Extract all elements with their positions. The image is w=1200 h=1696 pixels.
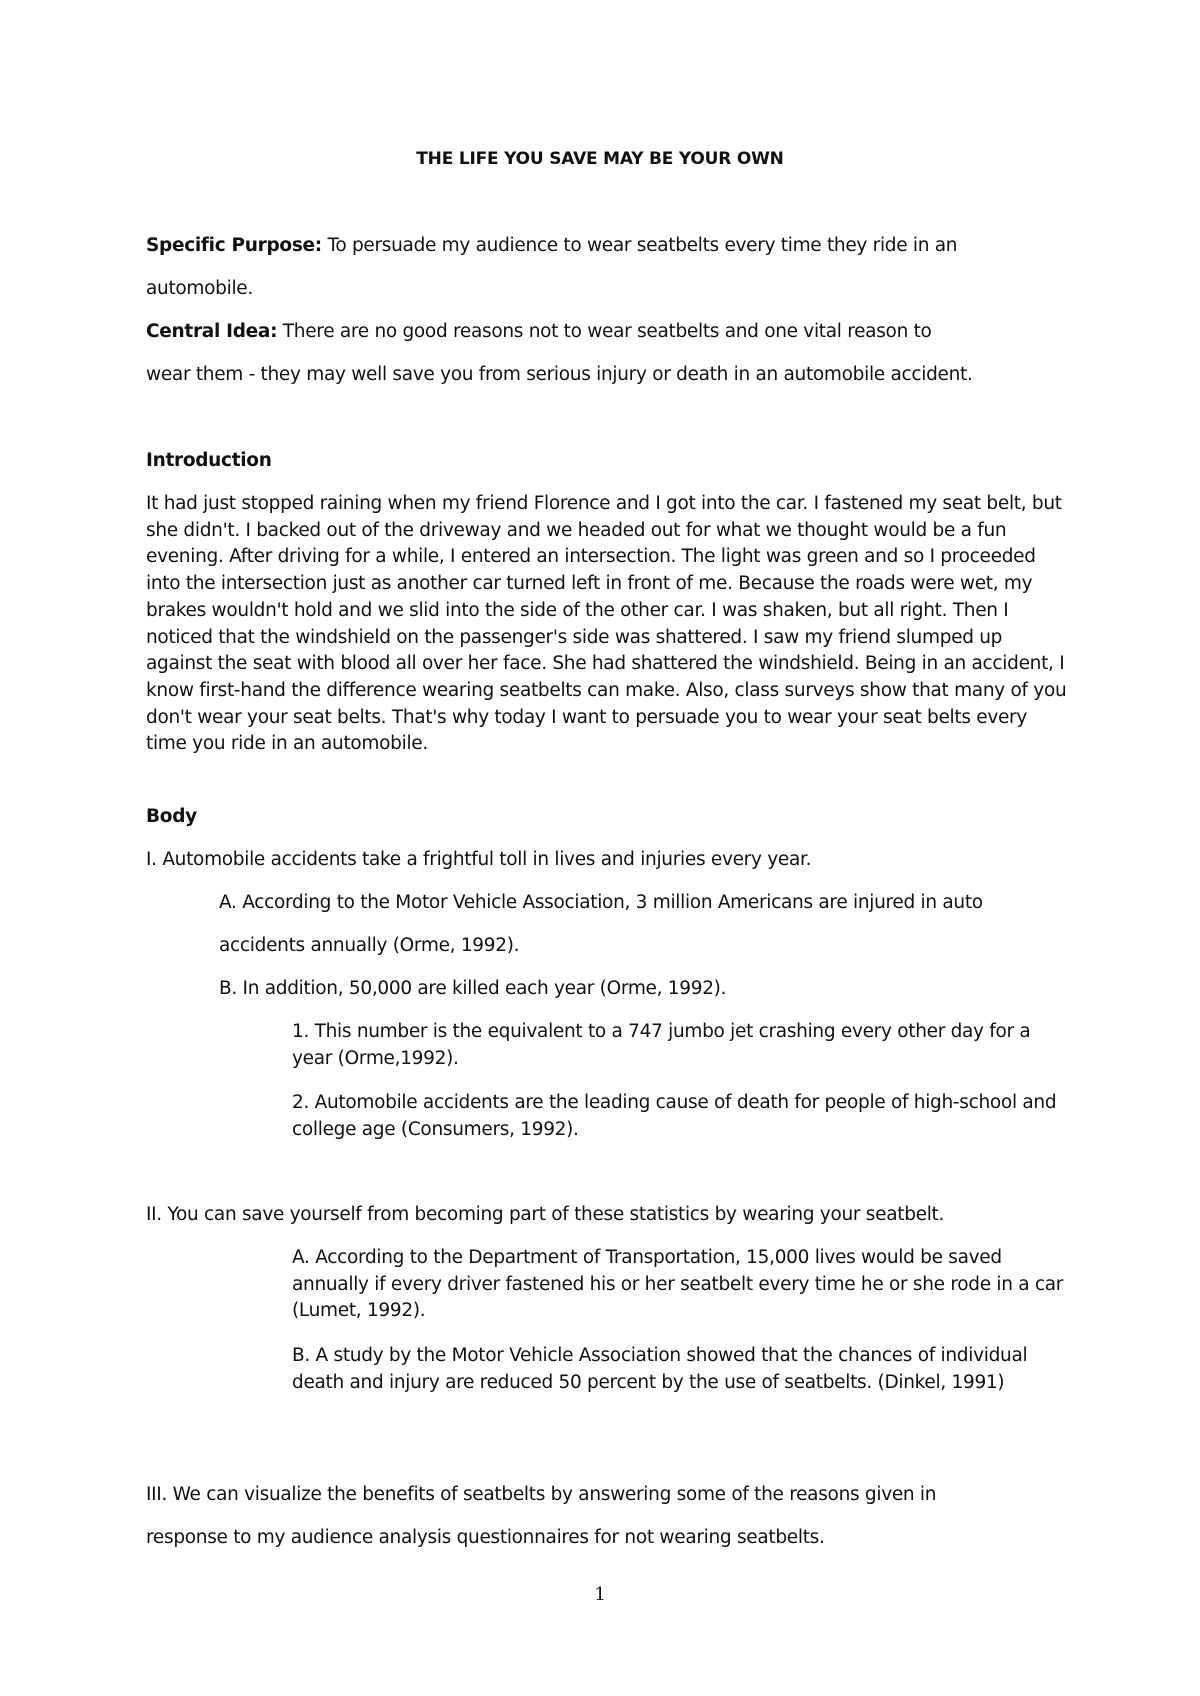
- point-1b1: 1. This number is the equivalent to a 747 jumbo jet crashing every other day for a year (Orme,1992).: [292, 1021, 1031, 1069]
- point-2b: B. A study by the Motor Vehicle Association showed that the chances of individual death and injury are reduced 50 percent by the use of seatbelts. (Dinkel, 1991): [292, 1345, 1028, 1393]
- point-2a: A. According to the Department of Transportation, 15,000 lives would be saved annually if every driver fastened his or her seatbelt every time he or she rode in a car (Lumet, 1992).: [292, 1247, 1064, 1322]
- point-1: I. Automobile accidents take a frightful toll in lives and injuries every year.: [146, 849, 812, 870]
- introduction-heading: Introduction: [146, 450, 272, 471]
- point-3-line1: III. We can visualize the benefits of seatbelts by answering some of the reasons given in: [146, 1484, 937, 1505]
- specific-purpose-line1: [146, 235, 957, 256]
- point-1b2: 2. Automobile accidents are the leading cause of death for people of high-school and college age (Consumers, 1992).: [292, 1092, 1057, 1140]
- specific-purpose-label: Specific Purpose:: [146, 235, 322, 256]
- point-3-line2: response to my audience analysis questionnaires for not wearing seatbelts.: [146, 1527, 825, 1548]
- point-2: II. You can save yourself from becoming part of these statistics by wearing your seatbelt.: [146, 1204, 945, 1225]
- page-number: 1: [594, 1584, 606, 1605]
- central-idea-line2: wear them - they may well save you from serious injury or death in an automobile accident.: [146, 364, 973, 385]
- central-idea-text: There are no good reasons not to wear seatbelts and one vital reason to: [282, 321, 932, 342]
- point-1a-line2: accidents annually (Orme, 1992).: [219, 935, 520, 956]
- central-idea-label: Central Idea:: [146, 321, 278, 342]
- point-1a-line1: A. According to the Motor Vehicle Association, 3 million Americans are injured in auto: [219, 892, 983, 913]
- point-1b: B. In addition, 50,000 are killed each year (Orme, 1992).: [219, 978, 727, 999]
- specific-purpose-text: To persuade my audience to wear seatbelts every time they ride in an: [327, 235, 958, 256]
- specific-purpose-line2: automobile.: [146, 278, 253, 299]
- introduction-paragraph: It had just stopped raining when my friend Florence and I got into the car. I fastened my seat belt, but she didn't. I backed out of the driveway and we headed out for what we thought would be a fun evening. After driving for a while, I entered an intersection. The light was green and so I proceeded into the intersection just as another car turned left in front of me. Because the roads were wet, my brakes wouldn't hold and we slid into the side of the other car. I was shaken, but all right. Then I noticed that the windshield on the passenger's side was shattered. I saw my friend slumped up against the seat with blood all over her face. She had shattered the windshield. Being in an accident, I know first-hand the difference wearing seatbelts can make. Also, class surveys show that many of you don't wear your seat belts. That's why today I want to persuade you to wear your seat belts every time you ride in an automobile.: [146, 493, 1067, 755]
- document-title: THE LIFE YOU SAVE MAY BE YOUR OWN: [416, 149, 784, 169]
- body-heading: Body: [146, 806, 197, 827]
- central-idea-line1: [146, 321, 932, 342]
